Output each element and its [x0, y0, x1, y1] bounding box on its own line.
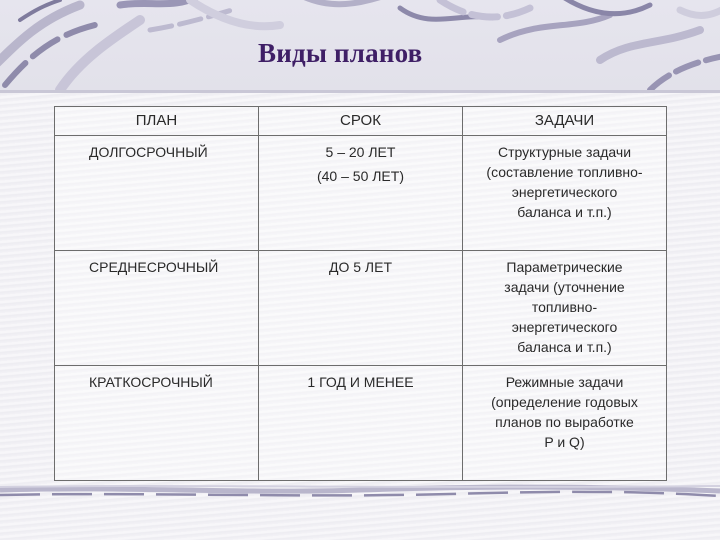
tasks-line: энергетического — [511, 319, 618, 335]
tasks-cell — [463, 251, 667, 366]
column-header-term: СРОК — [259, 107, 463, 136]
tasks-line: Параметрические — [506, 259, 623, 275]
plan-name: СРЕДНЕСРОЧНЫЙ — [89, 259, 219, 275]
plan-cell — [55, 366, 259, 481]
column-header-tasks: ЗАДАЧИ — [463, 107, 667, 136]
term-cell — [259, 136, 463, 251]
footer-ribbon-decoration — [0, 482, 720, 502]
table-row — [55, 366, 667, 481]
plan-name: ДОЛГОСРОЧНЫЙ — [89, 144, 208, 160]
table-row — [55, 136, 667, 251]
tasks-cell — [463, 366, 667, 481]
plan-name: КРАТКОСРОЧНЫЙ — [89, 374, 213, 390]
tasks-line: задачи (уточнение — [504, 279, 625, 295]
term-cell — [259, 251, 463, 366]
tasks-line: P и Q) — [544, 434, 585, 450]
page-title: Виды планов — [258, 38, 423, 68]
tasks-line: (определение годовых — [491, 394, 638, 410]
plan-cell — [55, 136, 259, 251]
term-line: 5 – 20 ЛЕТ — [325, 144, 396, 160]
column-header-plan: ПЛАН — [55, 107, 259, 136]
tasks-line: энергетического — [511, 184, 618, 200]
header-divider — [0, 90, 720, 93]
tasks-line: баланса и т.п.) — [517, 204, 612, 220]
footer-ribbon — [0, 482, 720, 502]
tasks-line: топливно- — [531, 299, 598, 315]
term-line: (40 – 50 ЛЕТ) — [316, 168, 404, 184]
tasks-cell — [463, 136, 667, 251]
term-cell — [259, 366, 463, 481]
tasks-line: (составление топливно- — [486, 164, 643, 180]
plans-table — [54, 106, 667, 481]
term-line: ДО 5 ЛЕТ — [328, 259, 392, 275]
tasks-line: планов по выработке — [495, 414, 634, 430]
tasks-line: баланса и т.п.) — [517, 339, 612, 355]
table-row — [55, 251, 667, 366]
term-line: 1 ГОД И МЕНЕЕ — [307, 374, 414, 390]
tasks-line: Структурные задачи — [497, 144, 632, 160]
plan-cell — [55, 251, 259, 366]
table-header-row — [55, 107, 667, 136]
tasks-line: Режимные задачи — [505, 374, 624, 390]
